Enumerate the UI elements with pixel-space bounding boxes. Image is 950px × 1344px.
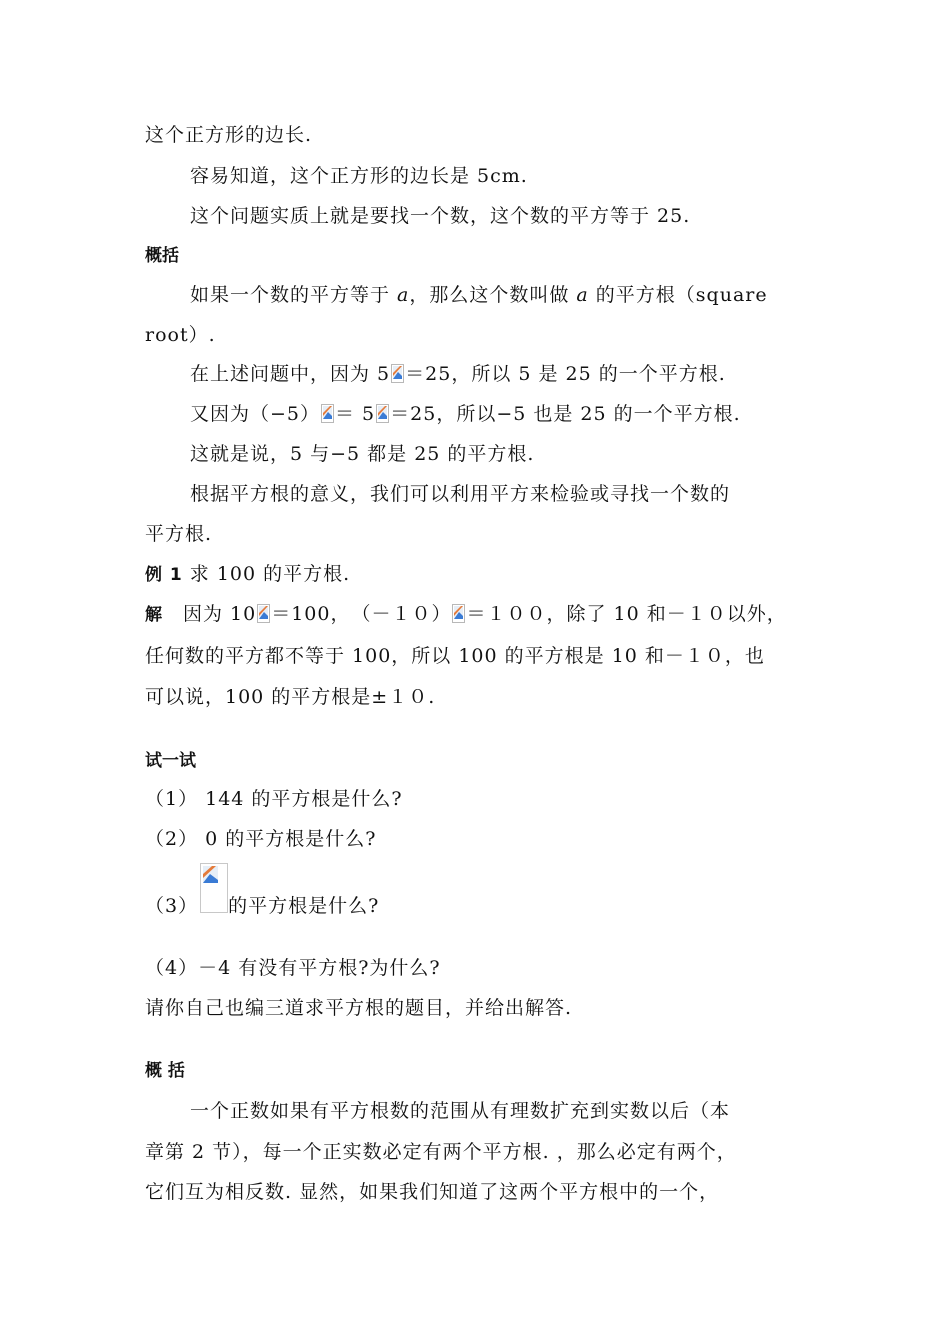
text-line: root）. <box>145 324 216 346</box>
section-heading: 试一试 <box>145 751 196 771</box>
text-span: 如果一个数的平方等于 <box>190 284 398 306</box>
solution-label: 解 <box>145 605 163 625</box>
text-span: 的平方根是什么? <box>228 895 380 917</box>
question-item: （1） 144 的平方根是什么? <box>145 788 403 810</box>
section-heading: 概 括 <box>145 1061 185 1081</box>
text-line: 请你自己也编三道求平方根的题目，并给出解答. <box>145 997 573 1019</box>
text-line: 一个正数如果有平方根数的范围从有理数扩充到实数以后（本 <box>190 1100 731 1122</box>
broken-image-icon <box>257 604 270 623</box>
text-line <box>190 361 830 387</box>
text-span: ，那么这个数叫做 <box>409 284 577 306</box>
text-line <box>190 401 830 427</box>
text-line: 章第 2 节），每一个正实数必定有两个平方根. ，那么必定有两个， <box>145 1141 737 1163</box>
text-span: 的平方根（square <box>588 284 768 306</box>
text-span: ＝25，所以 5 是 25 的一个平方根. <box>405 363 726 385</box>
text-span: （3） <box>145 895 199 917</box>
broken-image-icon <box>321 404 334 423</box>
text-line: 这就是说，5 与−5 都是 25 的平方根. <box>190 443 535 465</box>
text-span: ＝ 5 <box>335 403 376 425</box>
question-item: （2） 0 的平方根是什么? <box>145 828 377 850</box>
text-span: ＝１００，除了 10 和－１０以外， <box>466 603 787 625</box>
text-span: ＝100， （－１０） <box>271 603 452 625</box>
broken-image-icon <box>376 404 389 423</box>
definition-line <box>190 282 830 308</box>
text-line: 这个正方形的边长. <box>145 124 313 146</box>
variable-a: a <box>576 284 589 306</box>
text-line: 容易知道，这个正方形的边长是 5cm. <box>190 165 528 187</box>
broken-image-icon <box>391 364 404 383</box>
text-line: 平方根. <box>145 523 213 545</box>
text-span: 又因为（−5） <box>190 403 321 425</box>
example-line <box>145 561 825 587</box>
text-line: 可以说，100 的平方根是±１０. <box>145 686 436 708</box>
solution-line <box>145 601 835 627</box>
text-span: 在上述问题中，因为 5 <box>190 363 391 385</box>
text-span: 因为 10 <box>163 603 257 625</box>
question-item <box>145 893 825 919</box>
variable-a: a <box>397 284 410 306</box>
text-line: 任何数的平方都不等于 100，所以 100 的平方根是 10 和－１０，也 <box>145 645 765 667</box>
broken-image-icon <box>452 604 465 623</box>
text-span: 求 100 的平方根. <box>182 563 351 585</box>
example-label: 例 1 <box>145 565 183 585</box>
text-line: 根据平方根的意义，我们可以利用平方来检验或寻找一个数的 <box>190 483 731 505</box>
question-item: （4）－4 有没有平方根?为什么? <box>145 957 441 979</box>
section-heading: 概括 <box>145 246 179 266</box>
text-line: 它们互为相反数. 显然，如果我们知道了这两个平方根中的一个， <box>145 1181 720 1203</box>
text-span: ＝25，所以−5 也是 25 的一个平方根. <box>390 403 741 425</box>
text-line: 这个问题实质上就是要找一个数，这个数的平方等于 25. <box>190 205 691 227</box>
